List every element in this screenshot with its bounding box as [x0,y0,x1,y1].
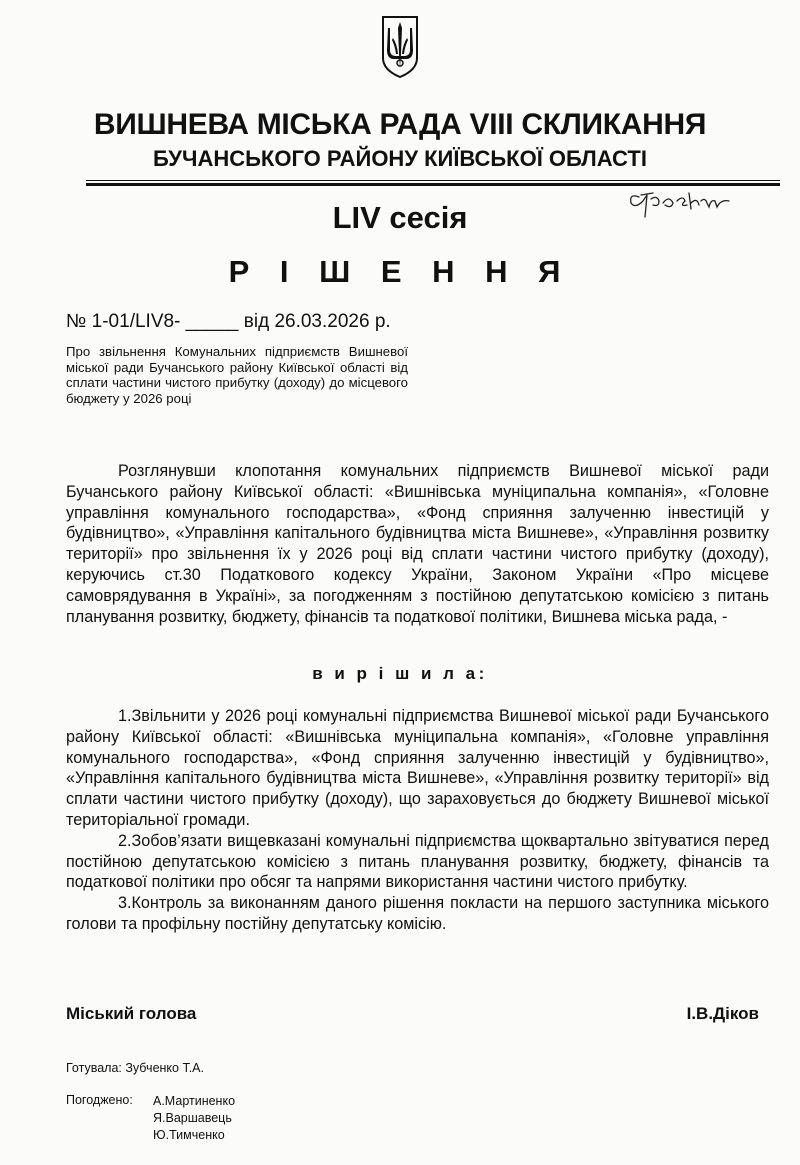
resolution-items [66,706,769,935]
agreed-name: Ю.Тимченко [153,1128,225,1142]
council-subtitle: БУЧАНСЬКОГО РАЙОНУ КИЇВСЬКОЇ ОБЛАСТІ [153,146,647,171]
resolution-item-2: 2.Зобов’язати вищевказані комунальні підприємства щоквартально звітуватися перед постійною депутатською комісією з питань планування розвитку, бюджету, фінансів та податкової політики про обсяг та напрями використання частини чистого прибутку. [66,831,769,892]
resolution-item-3: 3.Контроль за виконанням даного рішення покласти на першого заступника міського голови та профільну постійну депутатську комісію. [66,894,769,933]
agreed-label: Погоджено: [66,1093,133,1107]
session-title: LIV сесія [332,200,468,235]
agreed-name: А.Мартиненко [153,1094,236,1108]
prepared-by: Готувала: Зубченко Т.А. [66,1061,204,1075]
decision-subject: Про звільнення Комунальних підприємств Вишневої міської ради Бучанського району Київської області від сплати частини чистого прибутку (доходу) до місцевого бюджету у 2026 році [66,344,408,406]
signature-name: І.В.Діков [686,1004,759,1023]
preamble-section [66,461,769,627]
council-title: ВИШНЕВА МІСЬКА РАДА VIII СКЛИКАННЯ [93,108,707,141]
decision-number-line: № 1-01/LIV8- _____ від 26.03.2026 р. [66,311,391,332]
header-divider-thin [86,180,780,181]
resolution-item-1: 1.Звільнити у 2026 році комунальні підприємства Вишневої міської ради Бучанського району Київської області: «Вишнівська муніципальна компанія», «Головне управління комунального господарства», «Фонд сприяння залученню інвестицій у будівництво», «Управління капітального будівництва міста Вишневе», «Управління розвитку території» від сплати частини чистого прибутку (доходу), що зараховується до бюджету Вишневої міської територіальної громади. [66,707,769,829]
trident-coat-of-arms-icon [380,14,420,80]
agreed-names-list [153,1093,235,1144]
signature-label: Міський голова [66,1004,197,1023]
agreed-name: Я.Варшавець [153,1111,232,1125]
preamble-paragraph: Розглянувши клопотання комунальних підприємств Вишневої міської ради Бучанського району Київської області: «Вишнівська муніципальна компанія», «Головне управління комунального господарства», «Фонд сприяння залученню інвестицій у будівництво», «Управління капітального будівництва міста Вишневе», «Управління розвитку території» про звільнення їх у 2026 році від сплати частини чистого прибутку (доходу), керуючись ст.30 Податкового кодексу України, Законом України «Про місцеве самоврядування в Україні», за погодженням з постійною депутатською комісією з питань планування розвитку, бюджету, фінансів та податкової політики, Вишнева міська рада, - [66,462,769,626]
resolved-heading: в и р і ш и л а: [312,664,488,683]
document-type-heading: Р І Ш Е Н Н Я [228,254,572,289]
